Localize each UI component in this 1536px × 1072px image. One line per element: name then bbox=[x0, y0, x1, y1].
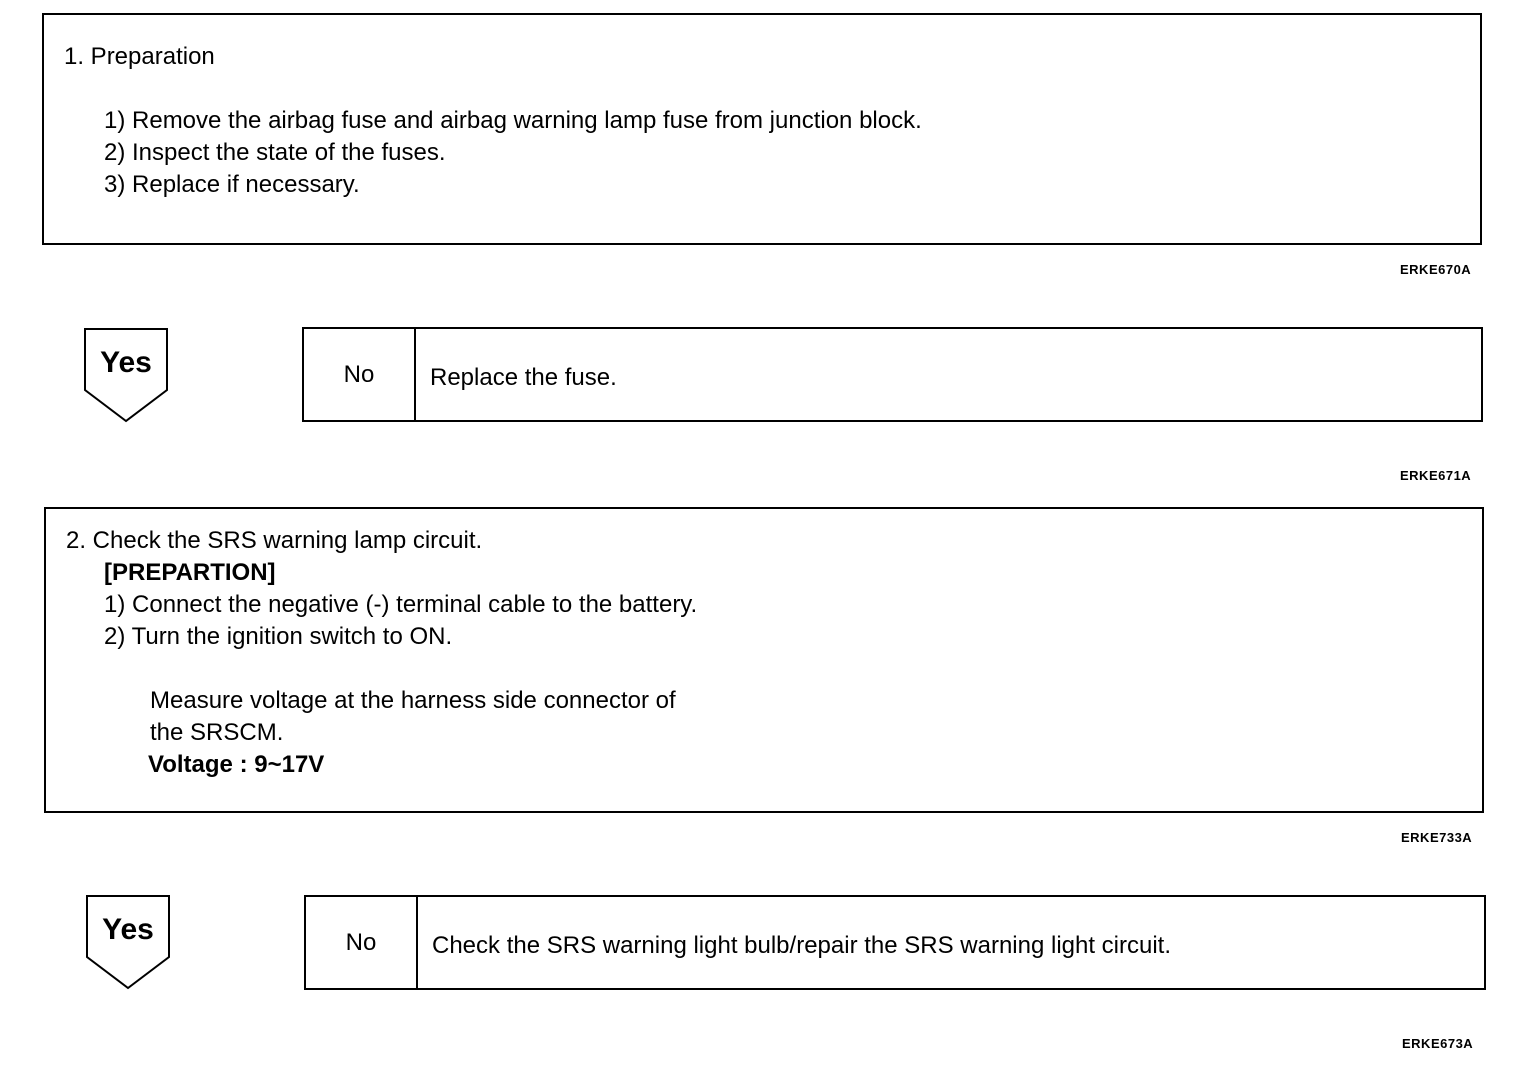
yes-arrow-2 bbox=[86, 895, 172, 991]
no-action-2: Check the SRS warning light bulb/repair the SRS warning light circuit. bbox=[432, 931, 1172, 959]
step1-item-1: 1) Remove the airbag fuse and airbag warning lamp fuse from junction block. bbox=[104, 107, 922, 134]
step1-figure-code: ERKE670A bbox=[1400, 262, 1472, 277]
step1-box bbox=[42, 13, 1482, 245]
no-label-2: No bbox=[306, 897, 418, 988]
no-action-1: Replace the fuse. bbox=[430, 363, 617, 391]
no-result-box-2 bbox=[304, 895, 1486, 990]
step2-voltage-spec: Voltage : 9~17V bbox=[148, 751, 325, 778]
yes-label-2: Yes bbox=[102, 913, 154, 946]
yes-label-1: Yes bbox=[100, 346, 152, 379]
step2-box bbox=[44, 507, 1484, 813]
no-label-1: No bbox=[304, 329, 416, 420]
step2-measure-line2: the SRSCM. bbox=[150, 719, 284, 746]
no-result-box-1 bbox=[302, 327, 1483, 422]
step2-sub-heading: [PREPARTION] bbox=[104, 559, 276, 586]
step2-item-2: 2) Turn the ignition switch to ON. bbox=[104, 623, 453, 650]
step1-heading: 1. Preparation bbox=[64, 43, 215, 70]
step1-item-3: 3) Replace if necessary. bbox=[104, 171, 360, 198]
step2-item-1: 1) Connect the negative (-) terminal cable to the battery. bbox=[104, 591, 698, 618]
step2-measure-line1: Measure voltage at the harness side connector of bbox=[150, 687, 676, 714]
step1-item-2: 2) Inspect the state of the fuses. bbox=[104, 139, 446, 166]
yes-arrow-1 bbox=[84, 328, 170, 424]
step2-heading: 2. Check the SRS warning lamp circuit. bbox=[66, 527, 483, 554]
step2-figure-code: ERKE733A bbox=[1401, 830, 1473, 845]
branch1-figure-code: ERKE671A bbox=[1400, 468, 1472, 483]
branch2-figure-code: ERKE673A bbox=[1402, 1036, 1474, 1051]
